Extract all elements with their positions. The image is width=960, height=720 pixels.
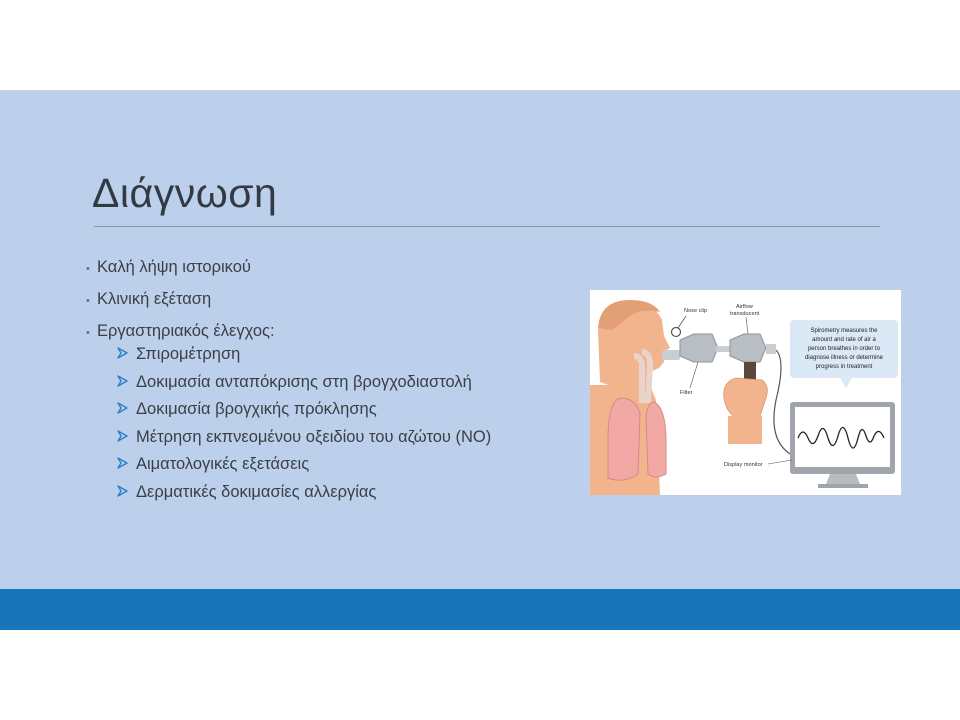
bubble-line: Spirometry measures the	[810, 328, 878, 334]
sub-bullet-item	[116, 345, 491, 373]
bullet-text: Καλή λήψη ιστορικού	[97, 258, 251, 276]
spirometry-diagram	[590, 290, 901, 495]
bullet-dot-icon: •	[86, 295, 90, 307]
arrow-bullet-icon	[116, 347, 136, 359]
label-airflow: Airflow	[736, 304, 753, 310]
bullet-item	[86, 322, 491, 341]
sub-bullet-list	[116, 345, 491, 510]
bubble-line: progress in treatment	[815, 364, 873, 370]
bullet-dot-icon: •	[86, 327, 90, 339]
lung-right	[646, 402, 666, 477]
sub-bullet-text: Μέτρηση εκπνεομένου οξειδίου του αζώτου (NO)	[136, 427, 492, 446]
arrow-bullet-icon	[116, 430, 136, 442]
slide-title: Διάγνωση	[92, 170, 278, 216]
bubble-line: amount and rate of air a	[812, 337, 876, 343]
filter-device	[680, 334, 718, 362]
nose-clip	[672, 328, 681, 337]
sub-bullet-text: Δοκιμασία βρογχικής πρόκλησης	[136, 400, 377, 418]
footer-bar	[0, 589, 960, 630]
arrow-bullet-icon	[116, 485, 136, 497]
sub-bullet-item	[116, 455, 491, 483]
sub-bullet-text: Δερματικές δοκιμασίες αλλεργίας	[136, 482, 377, 501]
arrow-bullet-icon	[116, 402, 136, 414]
bullet-list	[86, 258, 491, 510]
bullet-item	[86, 258, 491, 277]
hand	[724, 378, 768, 418]
bullet-dot-icon: •	[86, 263, 90, 275]
arrow-bullet-icon	[116, 375, 136, 387]
sub-bullet-text: Δοκιμασία ανταπόκρισης στη βρογχοδιαστολή	[136, 372, 472, 391]
sub-bullet-item	[116, 428, 491, 456]
sub-bullet-text: Αιματολογικές εξετάσεις	[136, 455, 310, 473]
bullet-item	[86, 290, 491, 309]
label-nose-clip: Nose clip	[684, 308, 708, 314]
sub-bullet-item	[116, 373, 491, 401]
bubble-line: person breathes in order to	[807, 346, 881, 352]
title-underline	[94, 226, 880, 227]
bullet-text: Κλινική εξέταση	[97, 290, 212, 308]
label-filter: Filter	[680, 390, 693, 396]
label-transducent: transducent	[730, 311, 760, 317]
sub-bullet-item	[116, 400, 491, 428]
spirometry-illustration	[590, 290, 901, 495]
sub-bullet-item	[116, 483, 491, 511]
airflow-transducer	[730, 334, 766, 362]
bullet-text: Εργαστηριακός έλεγχος:	[97, 322, 275, 340]
lung-left	[608, 398, 640, 480]
bubble-line: diagnose illness or determine	[804, 355, 884, 361]
mouthpiece	[662, 350, 680, 360]
label-display-monitor: Display monitor	[724, 462, 763, 468]
slide-content	[0, 90, 960, 630]
sub-bullet-text: Σπιρομέτρηση	[136, 345, 241, 363]
arrow-bullet-icon	[116, 457, 136, 469]
